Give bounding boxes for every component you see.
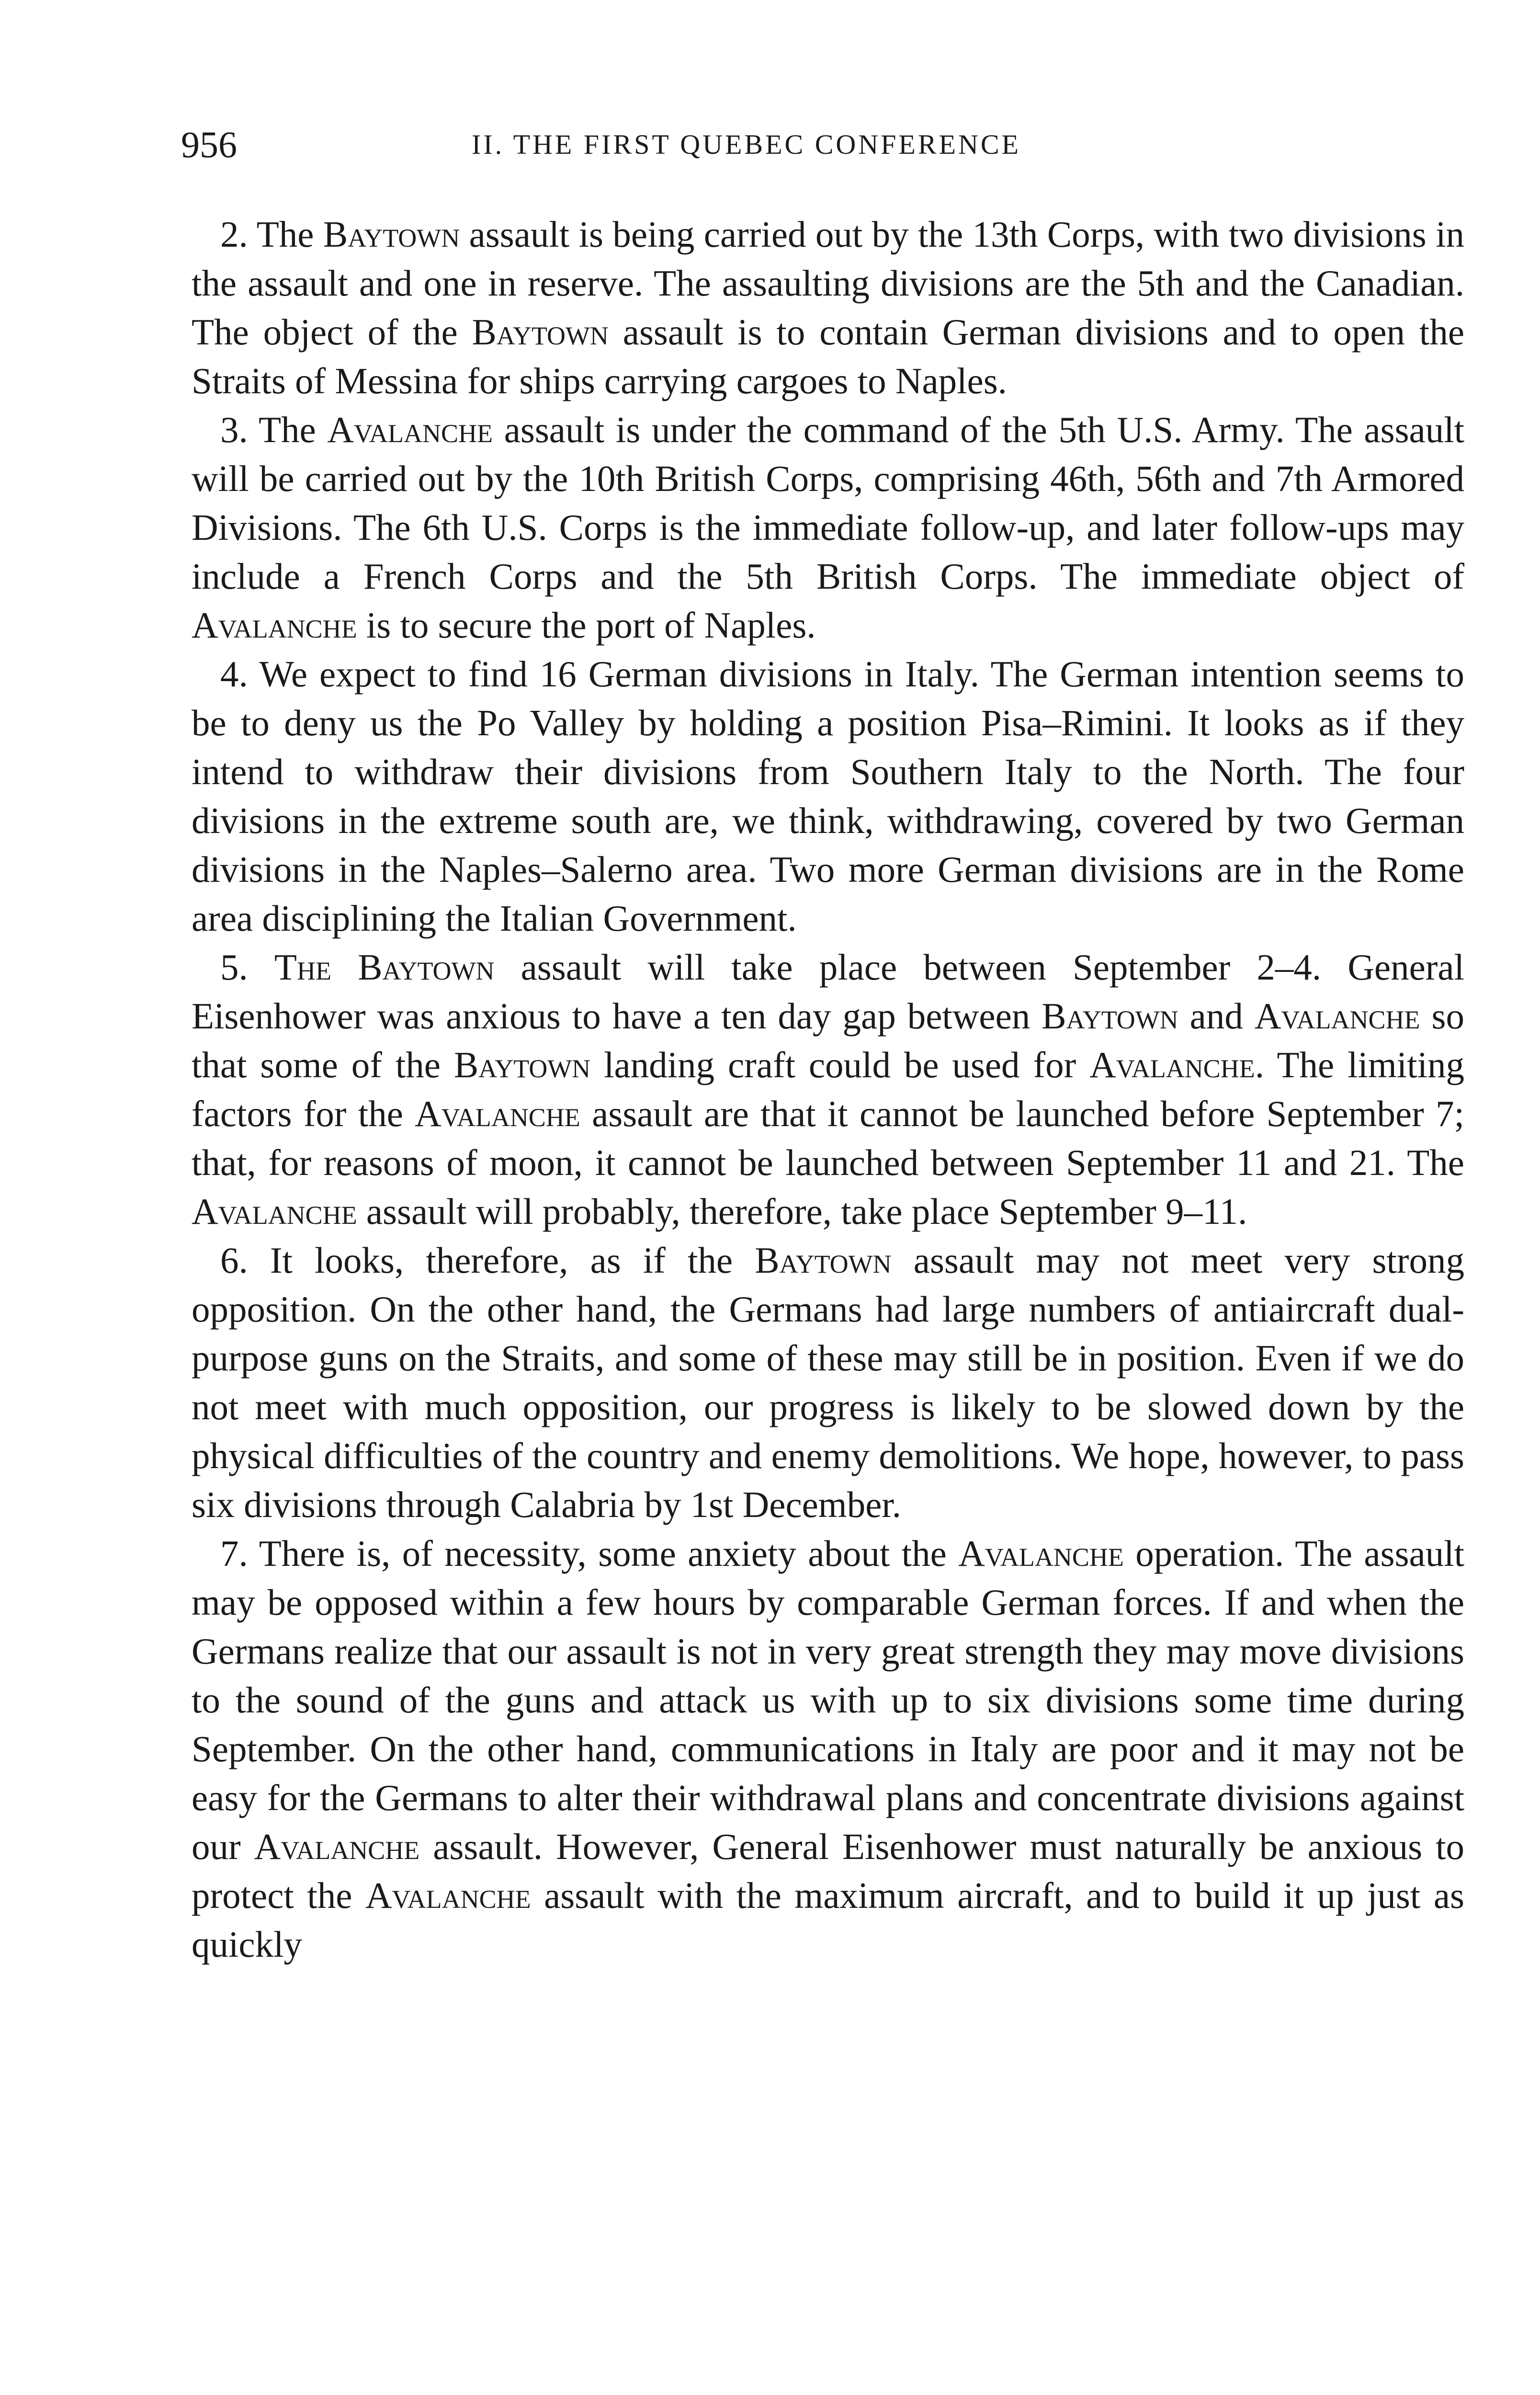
text-run: . The limiting factors for the bbox=[192, 1044, 1464, 1134]
text-run: assault may not meet very strong opposition. On the other hand, the Germans had large numbers of antiaircraft dual-purpose guns on the Straits, and some of these may still be in position. Even if we do not meet with much opposition, our progress is likely to be slowed down by the physical difficulties of the country and enemy demolitions. We hope, however, to pass six divisions through Calabria by 1st December. bbox=[192, 1240, 1464, 1525]
paragraph-6 bbox=[192, 1236, 1464, 1529]
paragraph-5 bbox=[192, 943, 1464, 1236]
text-run: 7. There is, of necessity, some anxiety about the bbox=[220, 1533, 959, 1574]
text-run: 5. bbox=[220, 947, 274, 988]
codename: Baytown bbox=[755, 1240, 892, 1281]
codename: Avalanche bbox=[192, 1191, 357, 1232]
codename: Baytown bbox=[472, 311, 609, 353]
text-run: 2. The bbox=[220, 214, 323, 255]
codename: Avalanche bbox=[254, 1826, 420, 1867]
codename: Avalanche bbox=[327, 409, 493, 450]
codename: Avalanche bbox=[365, 1875, 531, 1916]
paragraph-4: 4. We expect to find 16 German divisions in Italy. The German intention seems to be to deny us the Po Valley by holding a position Pisa–Rimini. It looks as if they intend to withdraw their divisions from Southern Italy to the North. The four divisions in the extreme south are, we think, withdrawing, covered by two German divisions in the Naples–Salerno area. Two more German divisions are in the Rome area disciplining the Italian Government. bbox=[192, 653, 1464, 939]
text-run: 6. It looks, therefore, as if the bbox=[220, 1240, 755, 1281]
text-run: landing craft could be used for bbox=[590, 1044, 1090, 1085]
text-run: assault. However, General Eisenhower must naturally be anxious to protect the bbox=[192, 1826, 1464, 1916]
paragraph-7 bbox=[192, 1529, 1464, 1969]
codename: Baytown bbox=[453, 1044, 591, 1085]
codename: The Baytown bbox=[274, 947, 495, 988]
text-run: so that some of the bbox=[192, 995, 1464, 1085]
text-run: assault with the maximum aircraft, and to build it up just as quickly bbox=[192, 1875, 1464, 1965]
text-run: assault is under the command of the 5th U.S. Army. The assault will be carried out by the 10th British Corps, comprising 46th, 56th and 7th Armored Divisions. The 6th U.S. Corps is the immediate follow-up, and later follow-ups may include a French Corps and the 5th British Corps. The immediate object of bbox=[192, 409, 1464, 597]
text-run: assault will take place between September 2–4. General Eisenhower was anxious to have a ten day gap between bbox=[192, 947, 1464, 1037]
codename: Avalanche bbox=[415, 1093, 580, 1134]
codename: Baytown bbox=[323, 214, 460, 255]
codename: Avalanche bbox=[1254, 995, 1420, 1037]
text-run: assault will probably, therefore, take place September 9–11. bbox=[357, 1191, 1247, 1232]
running-head: II. THE FIRST QUEBEC CONFERENCE bbox=[472, 129, 1021, 160]
paragraph-3 bbox=[192, 405, 1464, 650]
paragraph-2 bbox=[192, 210, 1464, 405]
codename: Avalanche bbox=[1089, 1044, 1255, 1085]
page-number: 956 bbox=[181, 124, 237, 165]
codename: Avalanche bbox=[958, 1533, 1124, 1574]
text-run: 3. The bbox=[220, 409, 328, 450]
text-run: assault is being carried out by the 13th Corps, with two divisions in the assault and one in reserve. The assaulting divisions are the 5th and the Canadian. The object of the bbox=[192, 214, 1464, 353]
codename: Baytown bbox=[1042, 995, 1178, 1037]
text-run: assault are that it cannot be launched before September 7; that, for reasons of moon, it cannot be launched between September 11 and 21. The bbox=[192, 1093, 1464, 1183]
text-run: operation. The assault may be opposed within a few hours by comparable German forces. If and when the Germans realize that our assault is not in very great strength they may move divisions to the sound of the guns and attack us with up to six divisions some time during September. On the other hand, communications in Italy are poor and it may not be easy for the Germans to alter their withdrawal plans and concentrate divisions against our bbox=[192, 1533, 1464, 1867]
text-run: and bbox=[1178, 995, 1255, 1037]
text-run: is to secure the port of Naples. bbox=[357, 604, 816, 646]
codename: Avalanche bbox=[192, 604, 357, 646]
text-run: assault is to contain German divisions and to open the Straits of Messina for ships carrying cargoes to Naples. bbox=[192, 311, 1464, 401]
body-text bbox=[192, 210, 1464, 1969]
